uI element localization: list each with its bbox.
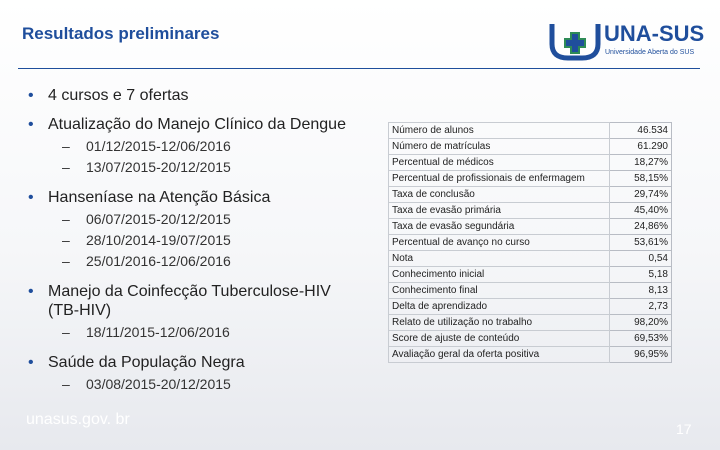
sub-bullet-item: – 18/11/2015-12/06/2016 xyxy=(62,324,230,340)
footer-site: unasus.gov. br xyxy=(26,411,130,428)
sub-bullet-item: – 01/12/2015-12/06/2016 xyxy=(62,138,231,154)
metric-value: 8,13 xyxy=(610,283,672,299)
metric-value: 2,73 xyxy=(610,299,672,315)
metric-value: 58,15% xyxy=(610,171,672,187)
table-row xyxy=(389,347,672,363)
metric-value: 5,18 xyxy=(610,267,672,283)
table-row xyxy=(389,155,672,171)
table-row xyxy=(389,203,672,219)
metric-label: Número de alunos xyxy=(389,123,610,139)
metric-label: Avaliação geral da oferta positiva xyxy=(389,347,610,363)
metric-label: Taxa de evasão primária xyxy=(389,203,610,219)
title-divider xyxy=(18,68,700,69)
metric-label: Conhecimento final xyxy=(389,283,610,299)
metric-value: 69,53% xyxy=(610,331,672,347)
table-row xyxy=(389,219,672,235)
metric-label: Percentual de avanço no curso xyxy=(389,235,610,251)
sub-bullet-text: 13/07/2015-20/12/2015 xyxy=(86,159,231,175)
metric-value: 61.290 xyxy=(610,139,672,155)
metric-value: 45,40% xyxy=(610,203,672,219)
metric-value: 24,86% xyxy=(610,219,672,235)
metric-value: 53,61% xyxy=(610,235,672,251)
metric-label: Taxa de evasão segundária xyxy=(389,219,610,235)
bullet-item: • 4 cursos e 7 ofertas xyxy=(28,87,189,104)
logo-wordmark: UNA-SUS xyxy=(604,21,705,46)
table-row xyxy=(389,171,672,187)
metric-label: Conhecimento inicial xyxy=(389,267,610,283)
bullet-text: Saúde da População Negra xyxy=(48,354,245,371)
table-row xyxy=(389,267,672,283)
metric-label: Delta de aprendizado xyxy=(389,299,610,315)
slide-title: Resultados preliminares xyxy=(22,24,220,43)
metric-label: Taxa de conclusão xyxy=(389,187,610,203)
table-row xyxy=(389,299,672,315)
metric-label: Percentual de médicos xyxy=(389,155,610,171)
bullet-text: Atualização do Manejo Clínico da Dengue xyxy=(48,116,346,133)
sub-bullet-text: 28/10/2014-19/07/2015 xyxy=(86,232,231,248)
bullet-item: • Manejo da Coinfecção Tuberculose-HIV (TB-HIV) xyxy=(28,283,331,319)
sub-bullet-item: – 06/07/2015-20/12/2015 xyxy=(62,211,231,227)
metric-value: 96,95% xyxy=(610,347,672,363)
table-row xyxy=(389,331,672,347)
bullet-text: Hanseníase na Atenção Básica xyxy=(48,189,271,206)
una-sus-logo xyxy=(548,18,708,62)
sub-bullet-text: 01/12/2015-12/06/2016 xyxy=(86,138,231,154)
table-row xyxy=(389,235,672,251)
metric-label: Nota xyxy=(389,251,610,267)
metric-value: 18,27% xyxy=(610,155,672,171)
page-number: 17 xyxy=(676,421,692,437)
metric-label: Relato de utilização no trabalho xyxy=(389,315,610,331)
logo-subtitle: Universidade Aberta do SUS xyxy=(605,49,695,56)
sub-bullet-item: – 28/10/2014-19/07/2015 xyxy=(62,232,231,248)
metric-label: Score de ajuste de conteúdo xyxy=(389,331,610,347)
bullet-item: • Hanseníase na Atenção Básica xyxy=(28,189,271,206)
sub-bullet-item: – 25/01/2016-12/06/2016 xyxy=(62,253,231,269)
bullet-item: • Saúde da População Negra xyxy=(28,354,245,371)
bullet-item: • Atualização do Manejo Clínico da Dengue xyxy=(28,116,346,133)
sub-bullet-item: – 13/07/2015-20/12/2015 xyxy=(62,159,231,175)
table-row xyxy=(389,139,672,155)
metric-value: 29,74% xyxy=(610,187,672,203)
metric-label: Número de matrículas xyxy=(389,139,610,155)
table-row xyxy=(389,315,672,331)
table-row xyxy=(389,123,672,139)
sub-bullet-text: 06/07/2015-20/12/2015 xyxy=(86,211,231,227)
table-row xyxy=(389,283,672,299)
metric-value: 0,54 xyxy=(610,251,672,267)
metric-label: Percentual de profissionais de enfermagem xyxy=(389,171,610,187)
una-sus-emblem-icon xyxy=(548,18,602,62)
bullet-text: Manejo da Coinfecção Tuberculose-HIV (TB-HIV) xyxy=(48,283,331,319)
sub-bullet-text: 25/01/2016-12/06/2016 xyxy=(86,253,231,269)
sub-bullet-item: – 03/08/2015-20/12/2015 xyxy=(62,376,231,392)
metric-value: 98,20% xyxy=(610,315,672,331)
table-row xyxy=(389,251,672,267)
sub-bullet-text: 18/11/2015-12/06/2016 xyxy=(86,324,230,340)
table-row xyxy=(389,187,672,203)
bullet-list xyxy=(26,86,356,393)
results-table xyxy=(388,122,672,363)
bullet-text: 4 cursos e 7 ofertas xyxy=(48,87,189,104)
metric-value: 46.534 xyxy=(610,123,672,139)
sub-bullet-text: 03/08/2015-20/12/2015 xyxy=(86,376,231,392)
